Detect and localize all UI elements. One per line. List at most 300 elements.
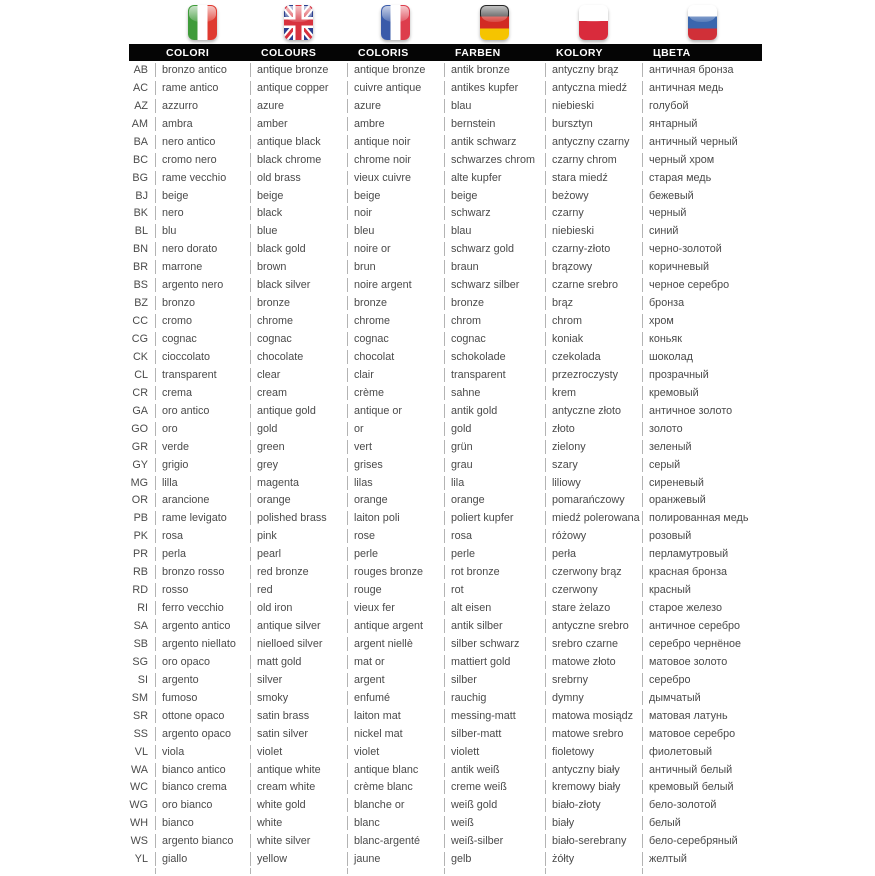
code-cell: CG <box>131 333 148 346</box>
name-cell-de: antik bronze <box>444 63 545 77</box>
code-cell: SA <box>133 620 148 633</box>
code-cell: YL <box>134 853 148 866</box>
name-cell-ru: золото <box>642 422 762 436</box>
name-cell-en: azure <box>250 99 347 113</box>
name-cell-en: orange <box>250 493 347 507</box>
name-cell-ru: старое железо <box>642 601 762 615</box>
table-row <box>129 527 762 545</box>
code-cell: SI <box>137 673 148 686</box>
name-cell-pl: matowe srebro <box>545 727 642 741</box>
column-header-fr: COLORIS <box>358 46 409 59</box>
name-cell-pl: antyczny biały <box>545 763 642 777</box>
code-cell: CL <box>134 368 148 381</box>
name-cell-fr: noire argent <box>347 278 444 292</box>
name-cell-en: red bronze <box>250 565 347 579</box>
code-cell: AZ <box>134 99 148 112</box>
name-cell-de: grün <box>444 440 545 454</box>
name-cell-de: antik silber <box>444 619 545 633</box>
table-row <box>129 79 762 97</box>
code-cell: BK <box>133 207 148 220</box>
code-cell: GR <box>131 440 148 453</box>
name-cell-pl: czekolada <box>545 350 642 364</box>
flag-cell <box>250 0 347 44</box>
name-cell-it: rosa <box>155 529 250 543</box>
code-cell: AC <box>133 81 148 94</box>
code-cell: SG <box>132 655 148 668</box>
name-cell-de: antik schwarz <box>444 135 545 149</box>
name-cell-en: antique gold <box>250 404 347 418</box>
code-cell: BC <box>133 153 148 166</box>
name-cell-fr: vert <box>347 440 444 454</box>
name-cell-de: silber schwarz <box>444 637 545 651</box>
name-cell-en: cognac <box>250 332 347 346</box>
name-cell-it: argento <box>155 673 250 687</box>
name-cell-it: bianco antico <box>155 763 250 777</box>
name-cell-it: bronzo antico <box>155 63 250 77</box>
table-row <box>129 779 762 797</box>
name-cell-en: antique silver <box>250 619 347 633</box>
code-cell: AM <box>131 117 148 130</box>
table-row <box>129 420 762 438</box>
name-cell-pl: perła <box>545 547 642 561</box>
name-cell-ru: красный <box>642 583 762 597</box>
name-cell-it: rame levigato <box>155 511 250 525</box>
name-cell-fr: chocolat <box>347 350 444 364</box>
table-row <box>129 474 762 492</box>
name-cell-fr: rose <box>347 529 444 543</box>
table-row <box>129 240 762 258</box>
name-cell-ru: кремовый белый <box>642 780 762 794</box>
name-cell-it: viola <box>155 745 250 759</box>
name-cell-en: black chrome <box>250 153 347 167</box>
name-cell-it: giallo <box>155 852 250 866</box>
column-header-de: FARBEN <box>455 46 501 59</box>
code-cell: GY <box>132 458 148 471</box>
name-cell-it: azzurro <box>155 99 250 113</box>
name-cell-ru: оранжевый <box>642 493 762 507</box>
code-cell: WG <box>129 799 148 812</box>
table-row <box>129 850 762 868</box>
name-cell-en: beige <box>250 189 347 203</box>
name-cell-fr: bleu <box>347 224 444 238</box>
name-cell-ru: фиолетовый <box>642 745 762 759</box>
code-cell: PR <box>133 548 148 561</box>
table-row <box>129 115 762 133</box>
code-cell: SR <box>133 709 148 722</box>
code-cell: CK <box>133 350 148 363</box>
name-cell-de: weiß <box>444 816 545 830</box>
name-cell-ru: прозрачный <box>642 368 762 382</box>
name-cell-pl: zielony <box>545 440 642 454</box>
name-cell-ru: античная медь <box>642 81 762 95</box>
name-cell-pl: czarny <box>545 206 642 220</box>
name-cell-ru: черно-золотой <box>642 242 762 256</box>
code-cell: WS <box>130 835 148 848</box>
name-cell-ru: шоколад <box>642 350 762 364</box>
name-cell-it: oro <box>155 422 250 436</box>
name-cell-fr: brun <box>347 260 444 274</box>
divider-stub <box>155 868 250 874</box>
italy-flag-icon <box>188 5 217 40</box>
code-cell: RI <box>137 602 148 615</box>
name-cell-fr: rouge <box>347 583 444 597</box>
name-cell-it: lilla <box>155 476 250 490</box>
name-cell-it: argento nero <box>155 278 250 292</box>
name-cell-de: sahne <box>444 386 545 400</box>
table-row <box>129 617 762 635</box>
name-cell-pl: antyczne srebro <box>545 619 642 633</box>
name-cell-ru: черное серебро <box>642 278 762 292</box>
name-cell-fr: noire or <box>347 242 444 256</box>
name-cell-en: chrome <box>250 314 347 328</box>
code-cell: SB <box>133 637 148 650</box>
name-cell-fr: antique or <box>347 404 444 418</box>
name-cell-it: argento antico <box>155 619 250 633</box>
name-cell-fr: blanche or <box>347 798 444 812</box>
table-row <box>129 133 762 151</box>
name-cell-fr: chrome noir <box>347 153 444 167</box>
name-cell-de: schwarzes chrom <box>444 153 545 167</box>
name-cell-pl: czarne srebro <box>545 278 642 292</box>
name-cell-ru: белый <box>642 816 762 830</box>
name-cell-fr: cuivre antique <box>347 81 444 95</box>
table-row <box>129 276 762 294</box>
name-cell-fr: noir <box>347 206 444 220</box>
name-cell-pl: chrom <box>545 314 642 328</box>
table-header <box>129 44 762 61</box>
name-cell-ru: античный белый <box>642 763 762 777</box>
name-cell-it: rosso <box>155 583 250 597</box>
name-cell-pl: żółty <box>545 852 642 866</box>
name-cell-en: smoky <box>250 691 347 705</box>
name-cell-de: beige <box>444 189 545 203</box>
code-cell: WC <box>130 781 148 794</box>
name-cell-pl: biało-serebrany <box>545 834 642 848</box>
name-cell-it: fumoso <box>155 691 250 705</box>
code-cell: MG <box>130 476 148 489</box>
name-cell-it: argento bianco <box>155 834 250 848</box>
name-cell-fr: antique blanc <box>347 763 444 777</box>
name-cell-en: yellow <box>250 852 347 866</box>
name-cell-it: perla <box>155 547 250 561</box>
name-cell-fr: or <box>347 422 444 436</box>
table-row <box>129 456 762 474</box>
name-cell-ru: античный черный <box>642 135 762 149</box>
name-cell-it: argento niellato <box>155 637 250 651</box>
name-cell-pl: beżowy <box>545 189 642 203</box>
name-cell-ru: античное серебро <box>642 619 762 633</box>
code-cell: PK <box>133 530 148 543</box>
code-cell: SM <box>131 691 148 704</box>
name-cell-it: oro bianco <box>155 798 250 812</box>
name-cell-de: antik weiß <box>444 763 545 777</box>
column-header-en: COLOURS <box>261 46 317 59</box>
table-row <box>129 205 762 223</box>
name-cell-ru: серый <box>642 458 762 472</box>
name-cell-de: lila <box>444 476 545 490</box>
divider-stub <box>642 868 762 874</box>
name-cell-pl: czerwony brąz <box>545 565 642 579</box>
name-cell-en: silver <box>250 673 347 687</box>
divider-stub <box>545 868 642 874</box>
table-row <box>129 563 762 581</box>
name-cell-pl: bursztyn <box>545 117 642 131</box>
name-cell-de: rosa <box>444 529 545 543</box>
name-cell-it: argento opaco <box>155 727 250 741</box>
code-cell: CR <box>132 386 148 399</box>
name-cell-fr: antique noir <box>347 135 444 149</box>
table-row <box>129 599 762 617</box>
name-cell-it: cioccolato <box>155 350 250 364</box>
name-cell-de: gold <box>444 422 545 436</box>
name-cell-en: violet <box>250 745 347 759</box>
name-cell-en: amber <box>250 117 347 131</box>
name-cell-de: blau <box>444 224 545 238</box>
name-cell-ru: зеленый <box>642 440 762 454</box>
name-cell-it: blu <box>155 224 250 238</box>
name-cell-en: cream white <box>250 780 347 794</box>
code-cell: BL <box>134 225 148 238</box>
name-cell-ru: бело-золотой <box>642 798 762 812</box>
name-cell-de: poliert kupfer <box>444 511 545 525</box>
code-cell: VL <box>134 745 148 758</box>
name-cell-ru: синий <box>642 224 762 238</box>
name-cell-de: rot <box>444 583 545 597</box>
name-cell-de: violett <box>444 745 545 759</box>
table-row <box>129 545 762 563</box>
name-cell-fr: beige <box>347 189 444 203</box>
name-cell-fr: enfumé <box>347 691 444 705</box>
name-cell-en: cream <box>250 386 347 400</box>
name-cell-pl: czarny-złoto <box>545 242 642 256</box>
name-cell-en: nielloed silver <box>250 637 347 651</box>
name-cell-en: white silver <box>250 834 347 848</box>
name-cell-fr: orange <box>347 493 444 507</box>
name-cell-fr: violet <box>347 745 444 759</box>
name-cell-pl: pomarańczowy <box>545 493 642 507</box>
code-cell: BJ <box>135 189 148 202</box>
name-cell-en: pearl <box>250 547 347 561</box>
name-cell-ru: старая медь <box>642 171 762 185</box>
name-cell-ru: бежевый <box>642 189 762 203</box>
name-cell-de: gelb <box>444 852 545 866</box>
name-cell-pl: srebro czarne <box>545 637 642 651</box>
france-flag-icon <box>381 5 410 40</box>
name-cell-pl: brązowy <box>545 260 642 274</box>
name-cell-de: silber-matt <box>444 727 545 741</box>
column-header-it: COLORI <box>166 46 210 59</box>
table-row <box>129 187 762 205</box>
name-cell-de: silber <box>444 673 545 687</box>
name-cell-pl: różowy <box>545 529 642 543</box>
table-row <box>129 743 762 761</box>
name-cell-de: schwarz silber <box>444 278 545 292</box>
name-cell-en: clear <box>250 368 347 382</box>
name-cell-fr: vieux cuivre <box>347 171 444 185</box>
name-cell-en: chocolate <box>250 350 347 364</box>
name-cell-en: red <box>250 583 347 597</box>
name-cell-it: grigio <box>155 458 250 472</box>
code-cell: BS <box>133 279 148 292</box>
code-cell: PB <box>133 512 148 525</box>
name-cell-fr: bronze <box>347 296 444 310</box>
header-code-spacer <box>129 44 155 61</box>
name-cell-pl: niebieski <box>545 99 642 113</box>
name-cell-de: bronze <box>444 296 545 310</box>
name-cell-fr: perle <box>347 547 444 561</box>
name-cell-pl: biało-złoty <box>545 798 642 812</box>
name-cell-de: mattiert gold <box>444 655 545 669</box>
code-cell: OR <box>131 494 148 507</box>
name-cell-fr: antique bronze <box>347 63 444 77</box>
name-cell-pl: złoto <box>545 422 642 436</box>
name-cell-de: grau <box>444 458 545 472</box>
divider-stub <box>444 868 545 874</box>
name-cell-ru: бело-серебряный <box>642 834 762 848</box>
name-cell-de: bernstein <box>444 117 545 131</box>
name-cell-en: brown <box>250 260 347 274</box>
table-row <box>129 312 762 330</box>
name-cell-de: cognac <box>444 332 545 346</box>
russia-flag-icon <box>688 5 717 40</box>
name-cell-pl: stara miedź <box>545 171 642 185</box>
poland-flag-icon <box>579 5 608 40</box>
name-cell-it: oro opaco <box>155 655 250 669</box>
name-cell-fr: laiton mat <box>347 709 444 723</box>
name-cell-en: antique bronze <box>250 63 347 77</box>
name-cell-de: braun <box>444 260 545 274</box>
name-cell-ru: бронза <box>642 296 762 310</box>
code-cell: CC <box>132 315 148 328</box>
name-cell-fr: clair <box>347 368 444 382</box>
name-cell-en: magenta <box>250 476 347 490</box>
name-cell-de: transparent <box>444 368 545 382</box>
name-cell-en: white <box>250 816 347 830</box>
name-cell-it: transparent <box>155 368 250 382</box>
name-cell-pl: szary <box>545 458 642 472</box>
table-row <box>129 671 762 689</box>
table-row <box>129 402 762 420</box>
name-cell-pl: kremowy biały <box>545 780 642 794</box>
name-cell-pl: stare żelazo <box>545 601 642 615</box>
column-header-pl: KOLORY <box>556 46 603 59</box>
name-cell-en: matt gold <box>250 655 347 669</box>
name-cell-it: ambra <box>155 117 250 131</box>
name-cell-pl: antyczny brąz <box>545 63 642 77</box>
name-cell-it: crema <box>155 386 250 400</box>
table-row <box>129 330 762 348</box>
name-cell-en: green <box>250 440 347 454</box>
name-cell-it: nero dorato <box>155 242 250 256</box>
name-cell-de: schwarz <box>444 206 545 220</box>
table-row <box>129 581 762 599</box>
name-cell-it: cromo nero <box>155 153 250 167</box>
name-cell-ru: черный хром <box>642 153 762 167</box>
name-cell-fr: jaune <box>347 852 444 866</box>
name-cell-ru: серебро чернёное <box>642 637 762 651</box>
name-cell-en: satin silver <box>250 727 347 741</box>
code-cell: WA <box>131 763 148 776</box>
name-cell-de: perle <box>444 547 545 561</box>
table-body <box>129 61 762 876</box>
uk-flag-icon <box>284 5 313 40</box>
name-cell-ru: матовое золото <box>642 655 762 669</box>
table-row <box>129 814 762 832</box>
name-cell-ru: коричневый <box>642 260 762 274</box>
table-row <box>129 761 762 779</box>
name-cell-pl: przezroczysty <box>545 368 642 382</box>
name-cell-ru: матовое серебро <box>642 727 762 741</box>
name-cell-ru: красная бронза <box>642 565 762 579</box>
name-cell-de: creme weiß <box>444 780 545 794</box>
name-cell-de: orange <box>444 493 545 507</box>
table-row <box>129 635 762 653</box>
name-cell-it: ottone opaco <box>155 709 250 723</box>
name-cell-fr: laiton poli <box>347 511 444 525</box>
name-cell-en: satin brass <box>250 709 347 723</box>
name-cell-en: old iron <box>250 601 347 615</box>
name-cell-fr: rouges bronze <box>347 565 444 579</box>
name-cell-ru: хром <box>642 314 762 328</box>
name-cell-fr: azure <box>347 99 444 113</box>
name-cell-de: weiß-silber <box>444 834 545 848</box>
name-cell-en: polished brass <box>250 511 347 525</box>
name-cell-it: bronzo rosso <box>155 565 250 579</box>
name-cell-de: weiß gold <box>444 798 545 812</box>
name-cell-en: antique copper <box>250 81 347 95</box>
name-cell-fr: crème blanc <box>347 780 444 794</box>
name-cell-pl: krem <box>545 386 642 400</box>
name-cell-ru: античная бронза <box>642 63 762 77</box>
name-cell-en: antique black <box>250 135 347 149</box>
name-cell-ru: коньяк <box>642 332 762 346</box>
name-cell-ru: дымчатый <box>642 691 762 705</box>
name-cell-ru: черный <box>642 206 762 220</box>
name-cell-de: alte kupfer <box>444 171 545 185</box>
name-cell-ru: янтарный <box>642 117 762 131</box>
name-cell-fr: vieux fer <box>347 601 444 615</box>
table-row <box>129 796 762 814</box>
name-cell-fr: blanc-argenté <box>347 834 444 848</box>
code-cell: BN <box>133 243 148 256</box>
code-cell: GO <box>131 422 148 435</box>
name-cell-fr: argent <box>347 673 444 687</box>
table-row <box>129 258 762 276</box>
name-cell-ru: полированная медь <box>642 511 762 525</box>
name-cell-ru: античное золото <box>642 404 762 418</box>
name-cell-ru: розовый <box>642 529 762 543</box>
table-row <box>129 689 762 707</box>
name-cell-pl: biały <box>545 816 642 830</box>
name-cell-pl: dymny <box>545 691 642 705</box>
code-cell: RB <box>133 566 148 579</box>
name-cell-it: bianco <box>155 816 250 830</box>
name-cell-ru: голубой <box>642 99 762 113</box>
table-row <box>129 832 762 850</box>
code-cell: BR <box>133 261 148 274</box>
name-cell-fr: mat or <box>347 655 444 669</box>
code-cell: BZ <box>134 297 148 310</box>
name-cell-pl: czerwony <box>545 583 642 597</box>
table-row <box>129 492 762 510</box>
table-row <box>129 151 762 169</box>
code-cell: AB <box>133 63 148 76</box>
name-cell-it: nero antico <box>155 135 250 149</box>
name-cell-pl: fioletowy <box>545 745 642 759</box>
divider-stub <box>250 868 347 874</box>
name-cell-en: black silver <box>250 278 347 292</box>
table-row <box>129 438 762 456</box>
